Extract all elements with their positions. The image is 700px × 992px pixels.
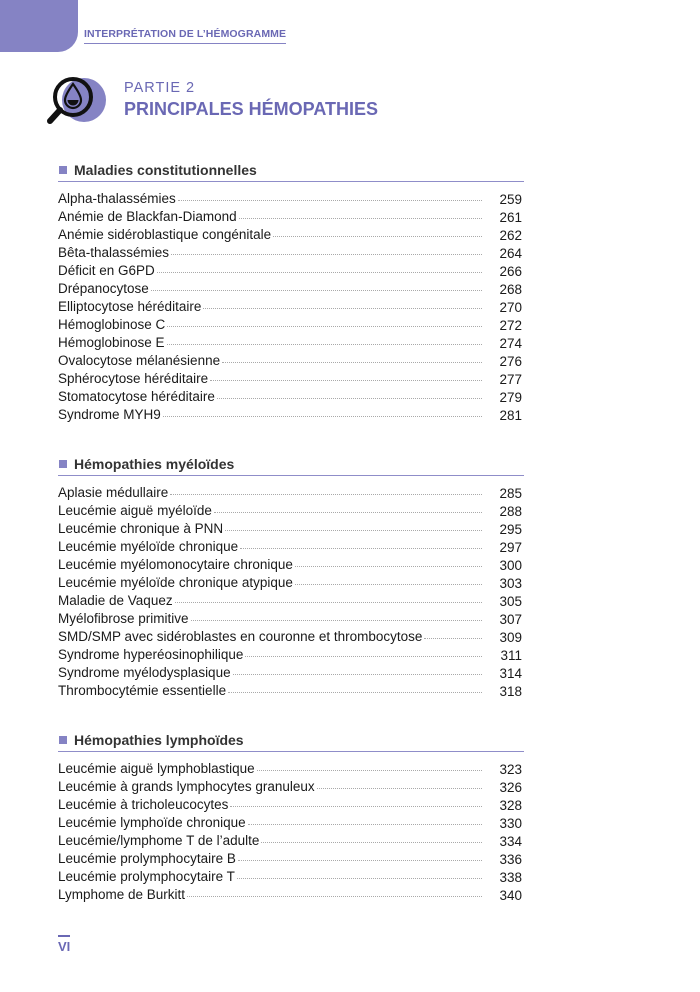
toc-entry[interactable]	[58, 299, 524, 317]
dot-leader	[259, 833, 482, 845]
toc-entry-title: Leucémie/lymphome T de l’adulte	[58, 833, 260, 848]
toc-entry-page: 279	[499, 390, 522, 405]
toc-entry-title: Hémoglobinose E	[58, 335, 165, 350]
section-header	[58, 162, 524, 182]
dot-leader	[223, 521, 482, 533]
toc-entry[interactable]	[58, 869, 524, 887]
dot-leader	[228, 797, 482, 809]
section-header	[58, 456, 524, 476]
toc-entry-page: 323	[499, 762, 522, 777]
toc-entry[interactable]	[58, 851, 524, 869]
toc-entry[interactable]	[58, 353, 524, 371]
dot-leader	[243, 647, 482, 659]
toc-entry-page: 303	[499, 576, 522, 591]
toc-entry-page: 277	[499, 372, 522, 387]
toc-entry-title: SMD/SMP avec sidéroblastes en couronne et thrombocytose	[58, 629, 423, 644]
dot-leader	[212, 503, 482, 515]
toc-entry-page: 300	[499, 558, 522, 573]
dot-leader	[201, 299, 482, 311]
toc-entry-title: Maladie de Vaquez	[58, 593, 173, 608]
dot-leader	[215, 389, 482, 401]
running-header: INTERPRÉTATION DE L’HÉMOGRAMME	[84, 28, 286, 44]
toc-entry-title: Leucémie myélomonocytaire chronique	[58, 557, 293, 572]
toc-entry-page: 288	[499, 504, 522, 519]
toc-entry-title: Syndrome myélodysplasique	[58, 665, 231, 680]
toc-entry-title: Anémie de Blackfan-Diamond	[58, 209, 237, 224]
toc-entry[interactable]	[58, 539, 524, 557]
toc-entry-title: Leucémie prolymphocytaire T	[58, 869, 235, 884]
toc-entry-page: 276	[499, 354, 522, 369]
toc-entry-title: Elliptocytose héréditaire	[58, 299, 202, 314]
toc-entry-page: 259	[499, 192, 522, 207]
dot-leader	[246, 815, 482, 827]
section-title: Hémopathies myéloïdes	[74, 456, 235, 472]
part-label: PARTIE 2	[124, 80, 196, 96]
toc-entry-title: Syndrome MYH9	[58, 407, 161, 422]
dot-leader	[255, 761, 482, 773]
section-header	[58, 732, 524, 752]
magnifier-blood-drop-icon	[46, 72, 110, 128]
toc-entry-title: Drépanocytose	[58, 281, 149, 296]
toc-entry[interactable]	[58, 407, 524, 425]
toc-entry-page: 274	[499, 336, 522, 351]
section-title: Maladies constitutionnelles	[74, 162, 257, 178]
toc-section-constitutional	[58, 162, 524, 425]
toc-entry-page: 281	[499, 408, 522, 423]
toc-entry-page: 307	[499, 612, 522, 627]
toc-entry[interactable]	[58, 611, 524, 629]
dot-leader	[208, 371, 482, 383]
toc-entry-page: 311	[500, 648, 522, 663]
toc-entry[interactable]	[58, 245, 524, 263]
toc-list	[58, 485, 524, 701]
dot-leader	[236, 851, 482, 863]
toc-entry[interactable]	[58, 485, 524, 503]
toc-entry-page: 266	[499, 264, 522, 279]
toc-section-lymphoid	[58, 732, 524, 905]
page-number: VI	[58, 939, 71, 954]
dot-leader	[235, 869, 482, 881]
dot-leader	[165, 317, 482, 329]
toc-entry[interactable]	[58, 371, 524, 389]
dot-leader	[315, 779, 482, 791]
toc-entry-page: 262	[499, 228, 522, 243]
toc-entry-title: Myélofibrose primitive	[58, 611, 189, 626]
dot-leader	[149, 281, 482, 293]
toc-entry-page: 330	[499, 816, 522, 831]
toc-entry-page: 261	[499, 210, 522, 225]
toc-entry-page: 340	[499, 888, 522, 903]
toc-entry-page: 270	[499, 300, 522, 315]
toc-entry[interactable]	[58, 521, 524, 539]
toc-entry-page: 314	[499, 666, 522, 681]
toc-entry[interactable]	[58, 887, 524, 905]
toc-entry-title: Lymphome de Burkitt	[58, 887, 186, 902]
dot-leader	[293, 557, 482, 569]
toc-entry-page: 285	[499, 486, 522, 501]
toc-entry-title: Leucémie prolymphocytaire B	[58, 851, 236, 866]
toc-entry-title: Stomatocytose héréditaire	[58, 389, 215, 404]
toc-entry-page: 268	[499, 282, 522, 297]
square-bullet-icon	[59, 460, 67, 468]
toc-entry[interactable]	[58, 191, 524, 209]
toc-entry[interactable]	[58, 389, 524, 407]
dot-leader	[238, 539, 482, 551]
toc-entry-title: Thrombocytémie essentielle	[58, 683, 227, 698]
toc-entry[interactable]	[58, 779, 524, 797]
toc-entry[interactable]	[58, 683, 524, 701]
dot-leader	[161, 407, 482, 419]
toc-entry-title: Leucémie lymphoïde chronique	[58, 815, 246, 830]
dot-leader	[220, 353, 482, 365]
toc-entry[interactable]	[58, 575, 524, 593]
toc-entry-title: Leucémie chronique à PNN	[58, 521, 224, 536]
toc-entry[interactable]	[58, 263, 524, 281]
toc-entry-page: 336	[499, 852, 522, 867]
toc-entry-page: 309	[499, 630, 522, 645]
toc-entry-title: Bêta-thalassémies	[58, 245, 170, 260]
toc-entry-title: Alpha-thalassémies	[58, 191, 176, 206]
toc-entry[interactable]	[58, 629, 524, 647]
corner-tab-decoration	[0, 0, 78, 52]
toc-entry-page: 297	[499, 540, 522, 555]
dot-leader	[271, 227, 482, 239]
toc-entry-title: Anémie sidéroblastique congénitale	[58, 227, 272, 242]
toc-entry[interactable]	[58, 227, 524, 245]
dot-leader	[169, 245, 482, 257]
dot-leader	[237, 209, 482, 221]
toc-entry-page: 295	[499, 522, 522, 537]
dot-leader	[189, 611, 482, 623]
toc-entry-title: Aplasie médullaire	[58, 485, 169, 500]
toc-entry-title: Syndrome hyperéosinophilique	[58, 647, 244, 662]
toc-entry[interactable]	[58, 593, 524, 611]
toc-entry-page: 334	[499, 834, 522, 849]
toc-list	[58, 191, 524, 425]
toc-entry[interactable]	[58, 665, 524, 683]
dot-leader	[293, 575, 482, 587]
dot-leader	[176, 191, 482, 203]
dot-leader	[165, 335, 482, 347]
toc-entry-title: Leucémie aiguë lymphoblastique	[58, 761, 255, 776]
toc-entry[interactable]	[58, 209, 524, 227]
toc-entry[interactable]	[58, 557, 524, 575]
dot-leader	[173, 593, 482, 605]
toc-entry-page: 326	[499, 780, 522, 795]
toc-entry-page: 318	[499, 684, 522, 699]
square-bullet-icon	[59, 166, 67, 174]
dot-leader	[231, 665, 482, 677]
toc-entry-title: Ovalocytose mélanésienne	[58, 353, 221, 368]
dot-leader	[155, 263, 482, 275]
toc-entry-title: Sphérocytose héréditaire	[58, 371, 209, 386]
toc-entry[interactable]	[58, 281, 524, 299]
dot-leader	[226, 683, 482, 695]
toc-entry-page: 264	[499, 246, 522, 261]
toc-entry[interactable]	[58, 815, 524, 833]
toc-entry-page: 328	[499, 798, 522, 813]
part-title: PRINCIPALES HÉMOPATHIES	[124, 99, 379, 119]
dot-leader	[168, 485, 482, 497]
toc-entry[interactable]	[58, 335, 524, 353]
dot-leader	[185, 887, 482, 899]
toc-entry[interactable]	[58, 647, 524, 665]
toc-entry[interactable]	[58, 761, 524, 779]
toc-entry[interactable]	[58, 833, 524, 851]
toc-entry-title: Leucémie myéloïde chronique	[58, 539, 239, 554]
toc-entry-title: Leucémie à grands lymphocytes granuleux	[58, 779, 315, 794]
toc-entry-title: Leucémie myéloïde chronique atypique	[58, 575, 293, 590]
toc-entry-title: Déficit en G6PD	[58, 263, 155, 278]
dot-leader	[422, 629, 482, 641]
toc-entry-page: 272	[499, 318, 522, 333]
toc-entry[interactable]	[58, 317, 524, 335]
toc-section-myeloid	[58, 456, 524, 701]
toc-entry-title: Leucémie à tricholeucocytes	[58, 797, 229, 812]
toc-entry-title: Hémoglobinose C	[58, 317, 166, 332]
square-bullet-icon	[59, 736, 67, 744]
section-title: Hémopathies lymphoïdes	[74, 732, 244, 748]
toc-entry-page: 305	[499, 594, 522, 609]
toc-entry-page: 338	[499, 870, 522, 885]
toc-entry[interactable]	[58, 503, 524, 521]
toc-entry-title: Leucémie aiguë myéloïde	[58, 503, 212, 518]
toc-list	[58, 761, 524, 905]
toc-entry[interactable]	[58, 797, 524, 815]
